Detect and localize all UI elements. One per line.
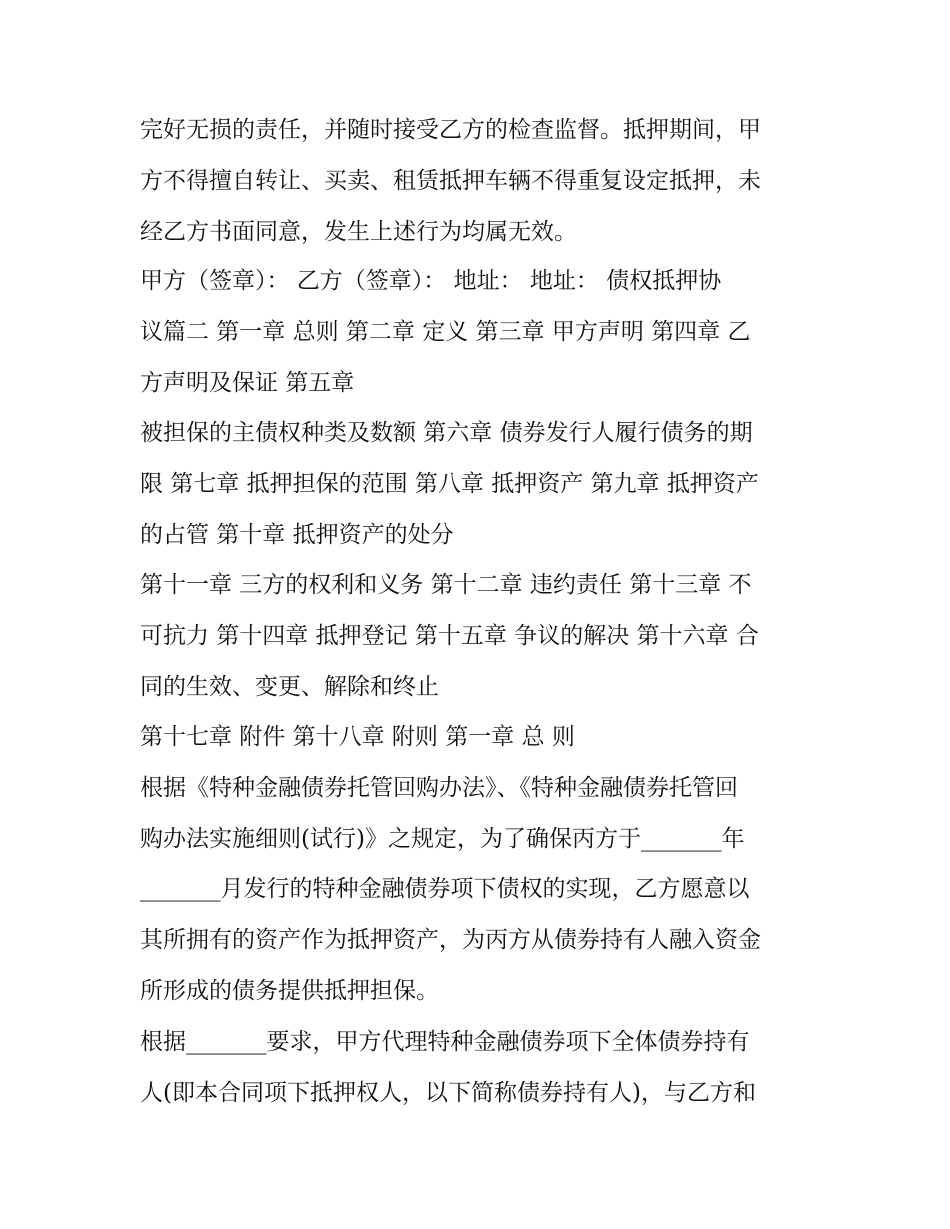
- text-line-12: 同的生效、变更、解除和终止: [140, 674, 439, 700]
- text-line-1: 完好无损的责任，并随时接受乙方的检查监督。抵押期间，甲: [140, 117, 761, 143]
- text-line-18: 所形成的债务提供抵押担保。: [140, 978, 439, 1004]
- text-line-11: 可抗力 第十四章 抵押登记 第十五章 争议的解决 第十六章 合: [140, 623, 759, 649]
- text-line-3: 经乙方书面同意，发生上述行为均属无效。: [140, 219, 577, 245]
- text-line-14: 根据《特种金融债券托管回购办法》、《特种金融债券托管回: [140, 775, 738, 801]
- text-line-19: 根据_______要求，甲方代理特种金融债券项下全体债券持有: [140, 1029, 750, 1055]
- text-line-20: 人(即本合同项下抵押权人，以下简称债券持有人)，与乙方和: [140, 1080, 756, 1106]
- text-line-5: 议篇二 第一章 总则 第二章 定义 第三章 甲方声明 第四章 乙: [140, 319, 751, 345]
- text-line-7: 被担保的主债权种类及数额 第六章 债券发行人履行债务的期: [140, 420, 753, 446]
- text-line-15: 购办法实施细则(试行)》之规定，为了确保丙方于_______年: [140, 826, 745, 852]
- text-line-17: 其所拥有的资产作为抵押资产，为丙方从债券持有人融入资金: [140, 927, 761, 953]
- text-line-10: 第十一章 三方的权利和义务 第十二章 违约责任 第十三章 不: [140, 572, 752, 598]
- text-line-9: 的占管 第十章 抵押资产的处分: [140, 522, 454, 548]
- text-line-13: 第十七章 附件 第十八章 附则 第一章 总 则: [140, 724, 575, 750]
- text-line-8: 限 第七章 抵押担保的范围 第八章 抵押资产 第九章 抵押资产: [140, 471, 759, 497]
- text-line-4: 甲方（签章）： 乙方（签章）： 地址： 地址： 债权抵押协: [140, 268, 722, 294]
- text-line-2: 方不得擅自转让、买卖、租赁抵押车辆不得重复设定抵押，未: [140, 168, 761, 194]
- text-line-16: _______月发行的特种金融债券项下债权的实现，乙方愿意以: [140, 876, 750, 902]
- text-line-6: 方声明及保证 第五章: [140, 370, 355, 396]
